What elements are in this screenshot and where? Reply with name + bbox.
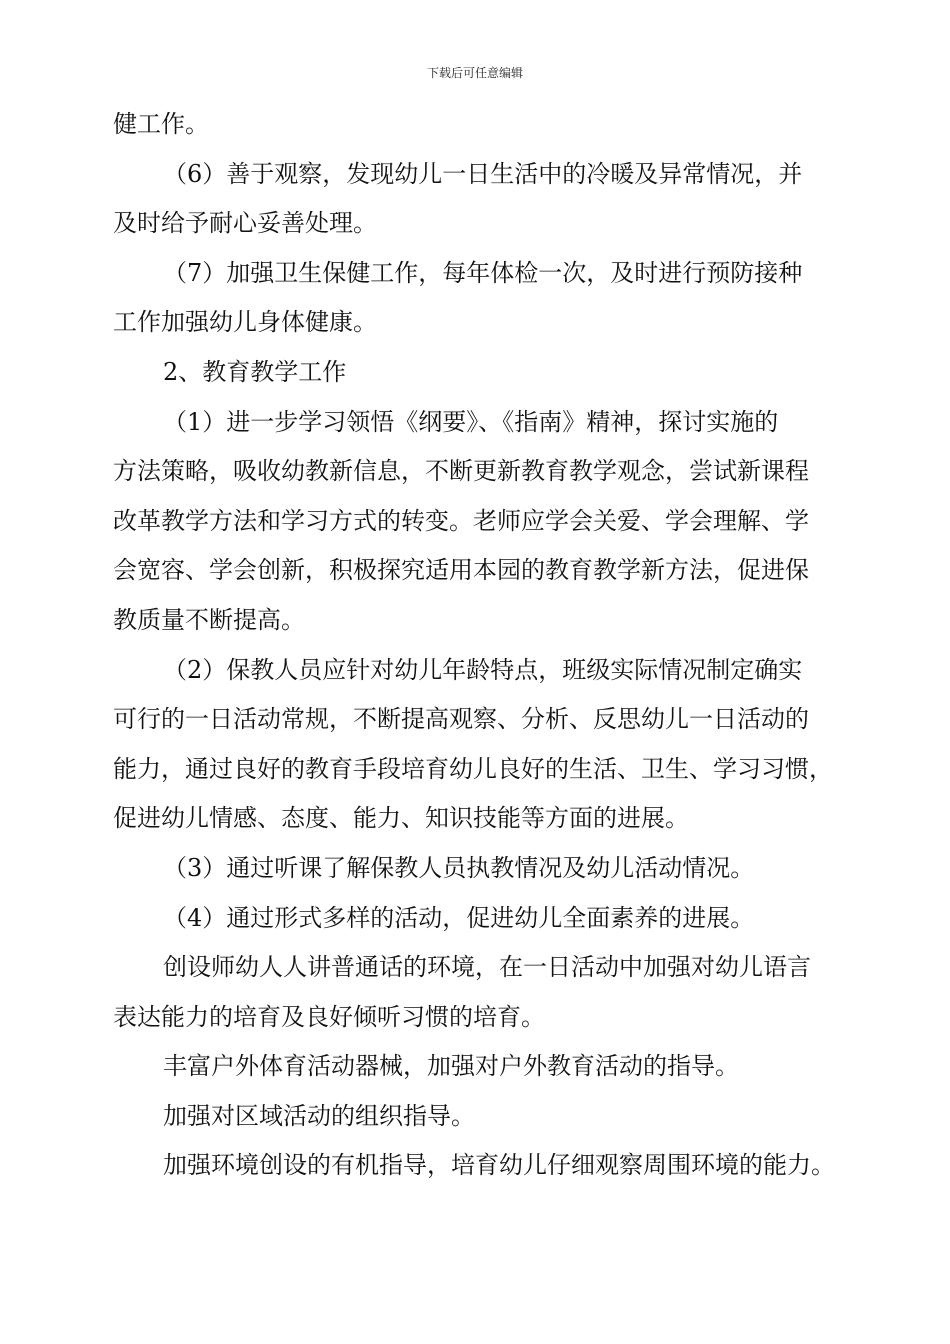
text-line: 改革教学方法和学习方式的转变。老师应学会关爱、学会理解、学 xyxy=(113,506,809,535)
text-line: 2、教育教学工作 xyxy=(163,357,347,386)
text-line: 教质量不断提高。 xyxy=(113,605,305,634)
text-line: （4）通过形式多样的活动，促进幼儿全面素养的进展。 xyxy=(163,903,755,932)
text-line: 丰富户外体育活动器械，加强对户外教育活动的指导。 xyxy=(163,1052,739,1081)
text-line: （7）加强卫生保健工作，每年体检一次，及时进行预防接种 xyxy=(163,258,803,287)
text-line: 可行的一日活动常规，不断提高观察、分析、反思幼儿一日活动的 xyxy=(113,705,809,734)
text-line: （6）善于观察，发现幼儿一日生活中的冷暖及异常情况，并 xyxy=(163,159,803,188)
document-body xyxy=(113,100,873,1191)
text-line: （2）保教人员应针对幼儿年龄特点，班级实际情况制定确实 xyxy=(163,655,803,684)
text-line: 促进幼儿情感、态度、能力、知识技能等方面的进展。 xyxy=(113,804,689,833)
text-line: 加强对区域活动的组织指导。 xyxy=(163,1101,475,1130)
text-line: （1）进一步学习领悟《纲要》、《指南》精神，探讨实施的 xyxy=(163,407,779,436)
page-header: 下载后可任意编辑 xyxy=(426,66,523,80)
text-line: 能力，通过良好的教育手段培育幼儿良好的生活、卫生、学习习惯， xyxy=(113,754,833,783)
text-line: 加强环境创设的有机指导，培育幼儿仔细观察周围环境的能力。 xyxy=(163,1151,835,1180)
text-line: 方法策略，吸收幼教新信息，不断更新教育教学观念，尝试新课程 xyxy=(113,457,809,486)
text-line: 表达能力的培育及良好倾听习惯的培育。 xyxy=(113,1002,545,1031)
text-line: 工作加强幼儿身体健康。 xyxy=(113,308,377,337)
text-line: 及时给予耐心妥善处理。 xyxy=(113,209,377,238)
text-line: 健工作。 xyxy=(113,110,209,138)
text-line: 会宽容、学会创新，积极探究适用本园的教育教学新方法，促进保 xyxy=(113,556,809,585)
text-line: 创设师幼人人讲普通话的环境，在一日活动中加强对幼儿语言 xyxy=(163,953,811,982)
text-line: （3）通过听课了解保教人员执教情况及幼儿活动情况。 xyxy=(163,853,755,882)
